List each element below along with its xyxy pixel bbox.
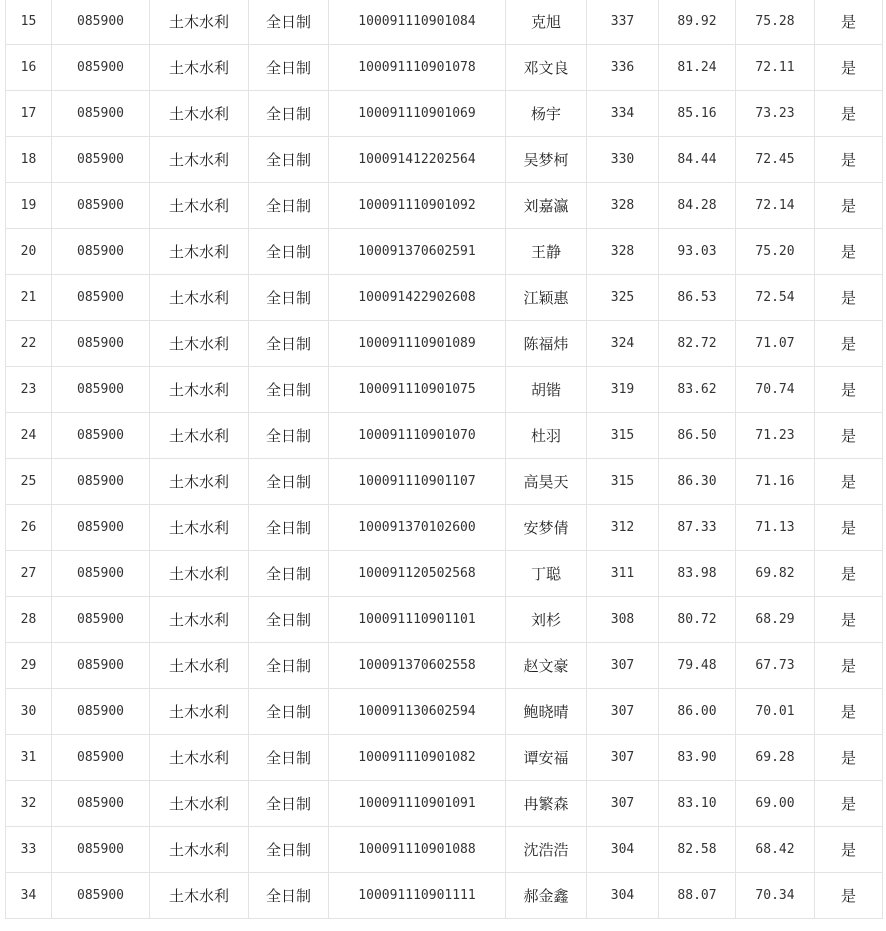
- cell-candidate-name: 邓文良: [506, 45, 587, 91]
- cell-initial-score: 307: [587, 735, 659, 781]
- cell-interview-score: 86.00: [659, 689, 736, 735]
- cell-study-mode: 全日制: [249, 229, 329, 275]
- cell-candidate-name: 沈浩浩: [506, 827, 587, 873]
- cell-candidate-name: 刘嘉瀛: [506, 183, 587, 229]
- cell-initial-score: 328: [587, 183, 659, 229]
- cell-exam-id: 100091110901075: [329, 367, 506, 413]
- cell-row-number: 24: [6, 413, 52, 459]
- cell-interview-score: 87.33: [659, 505, 736, 551]
- cell-interview-score: 83.62: [659, 367, 736, 413]
- cell-row-number: 33: [6, 827, 52, 873]
- cell-admitted: 是: [815, 45, 883, 91]
- cell-interview-score: 86.50: [659, 413, 736, 459]
- cell-major-name: 土木水利: [150, 413, 249, 459]
- cell-study-mode: 全日制: [249, 735, 329, 781]
- cell-major-code: 085900: [52, 45, 150, 91]
- cell-major-name: 土木水利: [150, 45, 249, 91]
- cell-initial-score: 311: [587, 551, 659, 597]
- cell-major-code: 085900: [52, 459, 150, 505]
- cell-candidate-name: 王静: [506, 229, 587, 275]
- cell-interview-score: 83.98: [659, 551, 736, 597]
- cell-major-code: 085900: [52, 643, 150, 689]
- cell-total-score: 70.34: [736, 873, 815, 919]
- cell-row-number: 17: [6, 91, 52, 137]
- cell-total-score: 71.16: [736, 459, 815, 505]
- cell-study-mode: 全日制: [249, 45, 329, 91]
- cell-initial-score: 328: [587, 229, 659, 275]
- cell-major-name: 土木水利: [150, 321, 249, 367]
- cell-candidate-name: 赵文豪: [506, 643, 587, 689]
- cell-major-code: 085900: [52, 137, 150, 183]
- cell-interview-score: 88.07: [659, 873, 736, 919]
- cell-admitted: 是: [815, 91, 883, 137]
- cell-interview-score: 79.48: [659, 643, 736, 689]
- table-row: [6, 873, 883, 919]
- cell-initial-score: 307: [587, 689, 659, 735]
- table-body: [6, 0, 883, 919]
- cell-total-score: 71.23: [736, 413, 815, 459]
- table-row: [6, 551, 883, 597]
- cell-major-name: 土木水利: [150, 459, 249, 505]
- cell-major-code: 085900: [52, 827, 150, 873]
- cell-major-code: 085900: [52, 689, 150, 735]
- cell-major-name: 土木水利: [150, 183, 249, 229]
- table-row: [6, 459, 883, 505]
- cell-total-score: 69.00: [736, 781, 815, 827]
- cell-study-mode: 全日制: [249, 459, 329, 505]
- cell-major-name: 土木水利: [150, 367, 249, 413]
- cell-study-mode: 全日制: [249, 689, 329, 735]
- cell-major-code: 085900: [52, 551, 150, 597]
- cell-interview-score: 89.92: [659, 0, 736, 45]
- cell-study-mode: 全日制: [249, 505, 329, 551]
- cell-study-mode: 全日制: [249, 827, 329, 873]
- cell-row-number: 20: [6, 229, 52, 275]
- cell-candidate-name: 江颖惠: [506, 275, 587, 321]
- cell-study-mode: 全日制: [249, 91, 329, 137]
- cell-initial-score: 315: [587, 413, 659, 459]
- cell-major-name: 土木水利: [150, 643, 249, 689]
- cell-initial-score: 324: [587, 321, 659, 367]
- cell-admitted: 是: [815, 275, 883, 321]
- cell-candidate-name: 郝金鑫: [506, 873, 587, 919]
- cell-major-name: 土木水利: [150, 275, 249, 321]
- cell-initial-score: 308: [587, 597, 659, 643]
- cell-row-number: 31: [6, 735, 52, 781]
- cell-study-mode: 全日制: [249, 873, 329, 919]
- cell-total-score: 73.23: [736, 91, 815, 137]
- table-row: [6, 91, 883, 137]
- cell-interview-score: 83.90: [659, 735, 736, 781]
- cell-exam-id: 100091422902608: [329, 275, 506, 321]
- cell-major-name: 土木水利: [150, 137, 249, 183]
- cell-candidate-name: 丁聪: [506, 551, 587, 597]
- table-row: [6, 827, 883, 873]
- cell-interview-score: 81.24: [659, 45, 736, 91]
- cell-total-score: 75.28: [736, 0, 815, 45]
- cell-admitted: 是: [815, 367, 883, 413]
- cell-total-score: 72.11: [736, 45, 815, 91]
- cell-total-score: 67.73: [736, 643, 815, 689]
- cell-major-name: 土木水利: [150, 827, 249, 873]
- cell-admitted: 是: [815, 551, 883, 597]
- table-row: [6, 735, 883, 781]
- cell-total-score: 70.01: [736, 689, 815, 735]
- cell-admitted: 是: [815, 827, 883, 873]
- cell-row-number: 15: [6, 0, 52, 45]
- cell-row-number: 26: [6, 505, 52, 551]
- cell-major-name: 土木水利: [150, 551, 249, 597]
- cell-study-mode: 全日制: [249, 597, 329, 643]
- cell-major-code: 085900: [52, 229, 150, 275]
- cell-major-code: 085900: [52, 505, 150, 551]
- cell-interview-score: 84.28: [659, 183, 736, 229]
- cell-major-name: 土木水利: [150, 597, 249, 643]
- cell-major-name: 土木水利: [150, 229, 249, 275]
- cell-exam-id: 100091110901092: [329, 183, 506, 229]
- cell-total-score: 72.14: [736, 183, 815, 229]
- cell-candidate-name: 高昊天: [506, 459, 587, 505]
- cell-interview-score: 82.72: [659, 321, 736, 367]
- cell-total-score: 71.13: [736, 505, 815, 551]
- cell-admitted: 是: [815, 689, 883, 735]
- cell-initial-score: 330: [587, 137, 659, 183]
- cell-exam-id: 100091110901078: [329, 45, 506, 91]
- table-row: [6, 137, 883, 183]
- cell-interview-score: 86.30: [659, 459, 736, 505]
- cell-exam-id: 100091110901069: [329, 91, 506, 137]
- cell-study-mode: 全日制: [249, 183, 329, 229]
- cell-interview-score: 80.72: [659, 597, 736, 643]
- cell-total-score: 75.20: [736, 229, 815, 275]
- cell-candidate-name: 安梦倩: [506, 505, 587, 551]
- admission-table: [5, 0, 883, 919]
- cell-exam-id: 100091110901101: [329, 597, 506, 643]
- cell-row-number: 28: [6, 597, 52, 643]
- cell-total-score: 70.74: [736, 367, 815, 413]
- cell-interview-score: 84.44: [659, 137, 736, 183]
- cell-candidate-name: 杜羽: [506, 413, 587, 459]
- cell-initial-score: 304: [587, 827, 659, 873]
- cell-initial-score: 307: [587, 781, 659, 827]
- cell-row-number: 25: [6, 459, 52, 505]
- table-row: [6, 505, 883, 551]
- cell-major-code: 085900: [52, 275, 150, 321]
- cell-admitted: 是: [815, 459, 883, 505]
- cell-exam-id: 100091370102600: [329, 505, 506, 551]
- table-row: [6, 597, 883, 643]
- admission-list-sheet: [5, 0, 882, 919]
- cell-initial-score: 307: [587, 643, 659, 689]
- cell-study-mode: 全日制: [249, 551, 329, 597]
- cell-admitted: 是: [815, 643, 883, 689]
- cell-interview-score: 86.53: [659, 275, 736, 321]
- cell-admitted: 是: [815, 735, 883, 781]
- cell-candidate-name: 鲍晓晴: [506, 689, 587, 735]
- cell-major-code: 085900: [52, 873, 150, 919]
- cell-admitted: 是: [815, 873, 883, 919]
- cell-row-number: 27: [6, 551, 52, 597]
- cell-study-mode: 全日制: [249, 275, 329, 321]
- cell-initial-score: 336: [587, 45, 659, 91]
- cell-row-number: 23: [6, 367, 52, 413]
- cell-exam-id: 100091110901111: [329, 873, 506, 919]
- cell-candidate-name: 刘杉: [506, 597, 587, 643]
- cell-admitted: 是: [815, 781, 883, 827]
- cell-candidate-name: 谭安福: [506, 735, 587, 781]
- cell-major-code: 085900: [52, 0, 150, 45]
- cell-exam-id: 100091110901091: [329, 781, 506, 827]
- cell-row-number: 18: [6, 137, 52, 183]
- table-row: [6, 0, 883, 45]
- cell-total-score: 68.29: [736, 597, 815, 643]
- cell-total-score: 72.45: [736, 137, 815, 183]
- table-row: [6, 689, 883, 735]
- cell-interview-score: 82.58: [659, 827, 736, 873]
- table-row: [6, 321, 883, 367]
- cell-study-mode: 全日制: [249, 781, 329, 827]
- cell-major-name: 土木水利: [150, 91, 249, 137]
- cell-exam-id: 100091110901088: [329, 827, 506, 873]
- cell-major-code: 085900: [52, 183, 150, 229]
- cell-study-mode: 全日制: [249, 643, 329, 689]
- cell-initial-score: 337: [587, 0, 659, 45]
- cell-interview-score: 83.10: [659, 781, 736, 827]
- cell-candidate-name: 胡锴: [506, 367, 587, 413]
- cell-row-number: 21: [6, 275, 52, 321]
- cell-exam-id: 100091110901084: [329, 0, 506, 45]
- cell-candidate-name: 克旭: [506, 0, 587, 45]
- cell-major-code: 085900: [52, 413, 150, 459]
- cell-total-score: 72.54: [736, 275, 815, 321]
- cell-exam-id: 100091412202564: [329, 137, 506, 183]
- cell-candidate-name: 陈福炜: [506, 321, 587, 367]
- cell-initial-score: 319: [587, 367, 659, 413]
- cell-major-code: 085900: [52, 735, 150, 781]
- table-row: [6, 367, 883, 413]
- cell-exam-id: 100091110901082: [329, 735, 506, 781]
- cell-major-name: 土木水利: [150, 873, 249, 919]
- cell-row-number: 29: [6, 643, 52, 689]
- cell-exam-id: 100091110901089: [329, 321, 506, 367]
- cell-study-mode: 全日制: [249, 413, 329, 459]
- cell-major-code: 085900: [52, 781, 150, 827]
- cell-admitted: 是: [815, 505, 883, 551]
- cell-exam-id: 100091110901070: [329, 413, 506, 459]
- cell-admitted: 是: [815, 597, 883, 643]
- cell-study-mode: 全日制: [249, 321, 329, 367]
- cell-major-code: 085900: [52, 367, 150, 413]
- cell-exam-id: 100091120502568: [329, 551, 506, 597]
- table-row: [6, 183, 883, 229]
- cell-study-mode: 全日制: [249, 0, 329, 45]
- cell-total-score: 69.28: [736, 735, 815, 781]
- cell-major-code: 085900: [52, 597, 150, 643]
- cell-initial-score: 334: [587, 91, 659, 137]
- cell-major-name: 土木水利: [150, 689, 249, 735]
- cell-row-number: 22: [6, 321, 52, 367]
- cell-row-number: 19: [6, 183, 52, 229]
- cell-exam-id: 100091130602594: [329, 689, 506, 735]
- cell-major-name: 土木水利: [150, 735, 249, 781]
- cell-admitted: 是: [815, 137, 883, 183]
- cell-interview-score: 93.03: [659, 229, 736, 275]
- cell-admitted: 是: [815, 321, 883, 367]
- cell-initial-score: 304: [587, 873, 659, 919]
- cell-candidate-name: 杨宇: [506, 91, 587, 137]
- cell-candidate-name: 冉繁森: [506, 781, 587, 827]
- cell-major-code: 085900: [52, 321, 150, 367]
- cell-admitted: 是: [815, 413, 883, 459]
- cell-study-mode: 全日制: [249, 367, 329, 413]
- table-row: [6, 781, 883, 827]
- cell-initial-score: 325: [587, 275, 659, 321]
- cell-total-score: 71.07: [736, 321, 815, 367]
- cell-total-score: 68.42: [736, 827, 815, 873]
- cell-candidate-name: 吴梦柯: [506, 137, 587, 183]
- cell-admitted: 是: [815, 183, 883, 229]
- cell-exam-id: 100091370602558: [329, 643, 506, 689]
- cell-row-number: 30: [6, 689, 52, 735]
- cell-initial-score: 312: [587, 505, 659, 551]
- cell-major-name: 土木水利: [150, 781, 249, 827]
- cell-major-name: 土木水利: [150, 0, 249, 45]
- table-row: [6, 413, 883, 459]
- table-row: [6, 275, 883, 321]
- table-row: [6, 229, 883, 275]
- cell-initial-score: 315: [587, 459, 659, 505]
- cell-total-score: 69.82: [736, 551, 815, 597]
- cell-exam-id: 100091370602591: [329, 229, 506, 275]
- cell-row-number: 16: [6, 45, 52, 91]
- table-row: [6, 643, 883, 689]
- cell-admitted: 是: [815, 0, 883, 45]
- cell-admitted: 是: [815, 229, 883, 275]
- cell-major-code: 085900: [52, 91, 150, 137]
- cell-exam-id: 100091110901107: [329, 459, 506, 505]
- cell-row-number: 32: [6, 781, 52, 827]
- cell-major-name: 土木水利: [150, 505, 249, 551]
- cell-study-mode: 全日制: [249, 137, 329, 183]
- cell-row-number: 34: [6, 873, 52, 919]
- cell-interview-score: 85.16: [659, 91, 736, 137]
- table-row: [6, 45, 883, 91]
